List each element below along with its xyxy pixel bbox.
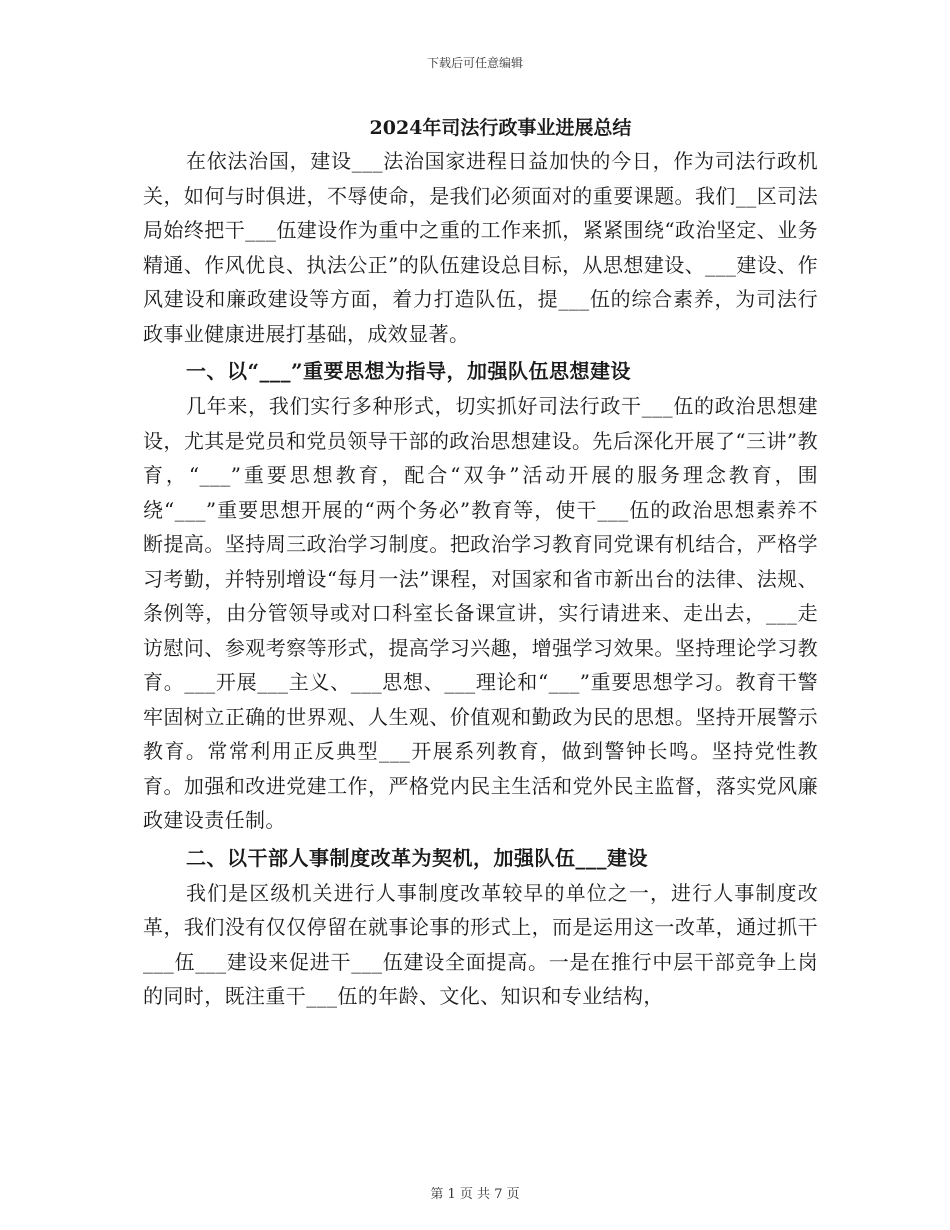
section-body-1: 几年来，我们实行多种形式，切实抓好司法行政干___伍的政治思想建设，尤其是党员和党员领导干部的政治思想建设。先后深化开展了“三讲”教育，“___”重要思想教育，配合“双争”活动开展的服务理念教育，围绕“___”重要思想开展的“两个务必”教育等，使干___伍的政治思想素养不断提高。坚持周三政治学习制度。把政治学习教育同党课有机结合，严格学习考勤，并特别增设“每月一法”课程，对国家和省市新出台的法律、法规、条例等，由分管领导或对口科室长备课宣讲，实行请进来、走出去，___走访慰问、参观考察等形式，提高学习兴趣，增强学习效果。坚持理论学习教育。___开展___主义、___思想、___理论和“___”重要思想学习。教育干警牢固树立正确的世界观、人生观、价值观和勤政为民的思想。坚持开展警示教育。常常利用正反典型___开展系列教育，做到警钟长鸣。坚持党性教育。加强和改进党建工作，严格党内民主生活和党外民主监督，落实党风廉政建设责任制。 [143, 394, 818, 832]
section-body-2: 我们是区级机关进行人事制度改革较早的单位之一，进行人事制度改革，我们没有仅仅停留在就事论事的形式上，而是运用这一改革，通过抓干___伍___建设来促进干___伍建设全面提高。一是在推行中层干部竞争上岗的同时，既注重干___伍的年龄、文化、知识和专业结构， [143, 880, 818, 1008]
intro-paragraph: 在依法治国，建设___法治国家进程日益加快的今日，作为司法行政机关，如何与时俱进，不辱使命，是我们必须面对的重要课题。我们__区司法局始终把干___伍建设作为重中之重的工作来抓，紧紧围绕“政治坚定、业务精通、作风优良、执法公正”的队伍建设总目标，从思想建设、___建设、作风建设和廉政建设等方面，着力打造队伍，提___伍的综合素养，为司法行政事业健康进展打基础，成效显著。 [143, 149, 818, 346]
document-body [143, 112, 818, 1014]
page-footer: 第 1 页 共 7 页 [430, 1187, 520, 1202]
section-heading-2: 二、以干部人事制度改革为契机，加强队伍___建设 [186, 845, 648, 870]
section-heading-1: 一、以“___”重要思想为指导，加强队伍思想建设 [186, 359, 632, 383]
document-title: 2024年司法行政事业进展总结 [369, 117, 632, 139]
page-header: 下载后可任意编辑 [426, 56, 523, 70]
